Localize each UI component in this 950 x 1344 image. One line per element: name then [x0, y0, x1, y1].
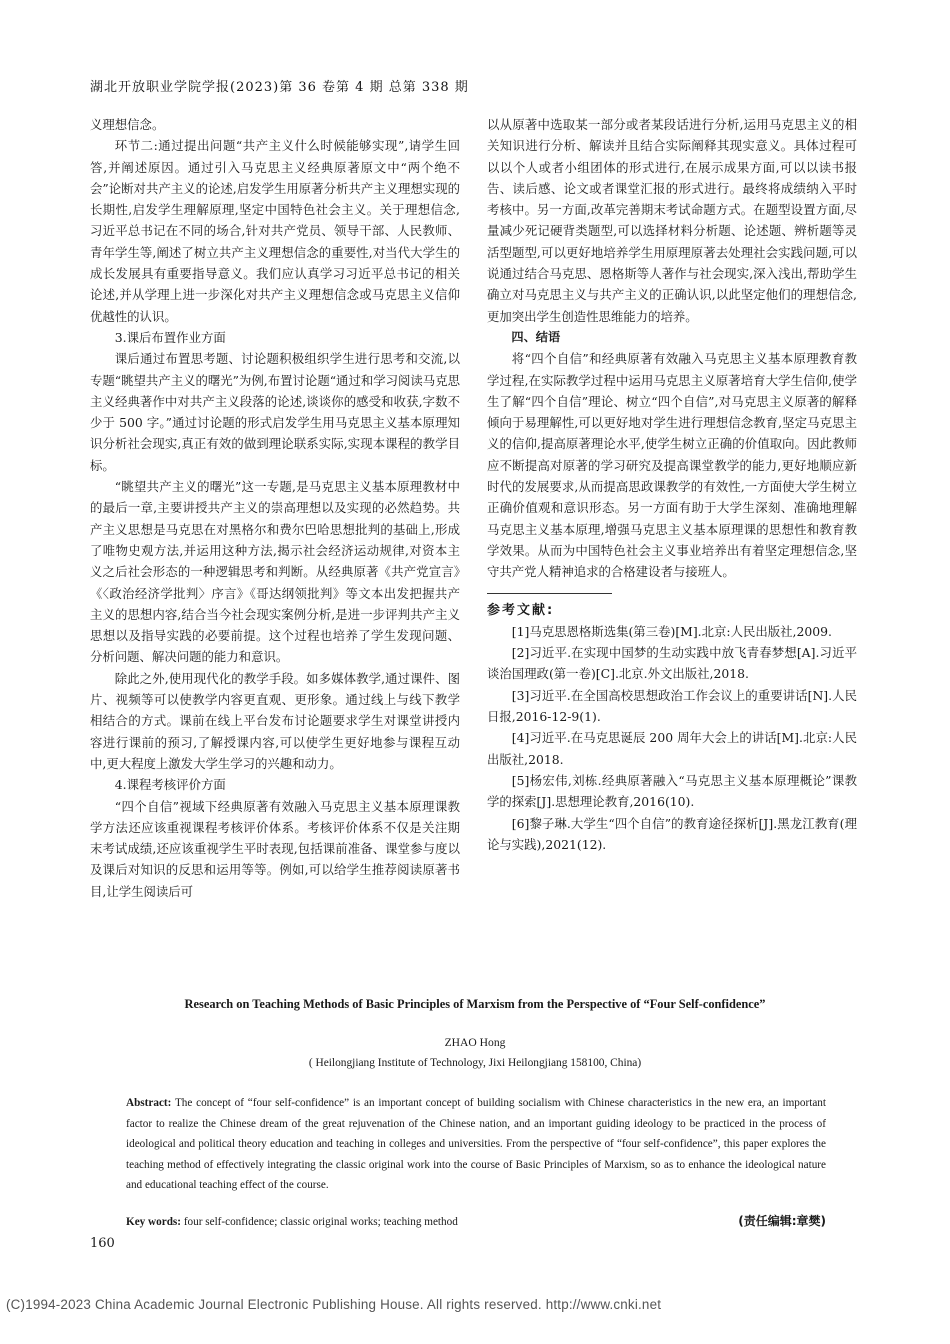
reference-item: [5]杨宏伟,刘栋.经典原著融入“马克思主义基本原理概论”课教学的探索[J].思想理论教育,2016(10).: [487, 772, 857, 810]
english-affiliation: ( Heilongjiang Institute of Technology, Jixi Heilongjiang 158100, China): [308, 1057, 642, 1069]
body-paragraph: 课后通过布置思考题、讨论题积极组织学生进行思考和交流,以专题“眺望共产主义的曙光”为例,布置讨论题“通过和学习阅读马克思主义经典著作中对共产主义段落的论述,谈谈你的感受和收获,字数不少于 500 字。”通过讨论题的形式启发学生用马克思主义基本原理知识分析社会现实,真正有效的做到理论联系实际,实现本课程的教学目标。: [90, 351, 460, 473]
reference-item: [4]习近平.在马克思诞辰 200 周年大会上的讲话[M].北京:人民出版社,2018.: [487, 730, 857, 767]
english-abstract: [126, 1093, 826, 1196]
left-column: [90, 114, 460, 902]
subsection-heading: 3.课后布置作业方面: [114, 329, 226, 345]
section-heading: 四、结语: [511, 329, 561, 344]
english-title: Research on Teaching Methods of Basic Principles of Marxism from the Perspective of “Four Self-confidence”: [184, 997, 766, 1011]
conclusion-paragraph: 将“四个自信”和经典原著有效融入马克思主义基本原理教育教学过程,在实际教学过程中运用马克思主义原著培育大学生信仰,使学生了解“四个自信”理论、树立“四个自信”,对马克思主义原著的解释倾向于易理解性,可以更好地对学生进行理想信念教育,坚定马克思主义的信仰,提高原著理论水平,使学生树立正确的价值取向。因此教师应不断提高对原著的学习研究及提高课堂教学的能力,更好地顺应新时代的发展要求,从而提高思政课教学的有效性,一方面使大学生树立正确价值观和意识形态。另一方面有助于大学生深刻、准确地理解马克思主义基本原理,增强马克思主义基本原理课的思想性和教育教学效果。从而为中国特色社会主义事业培养出有着坚定理想信念,坚守共产党人精神追求的合格建设者与接班人。: [487, 351, 857, 580]
reference-item: [1]马克思恩格斯选集(第三卷)[M].北京:人民出版社,2009.: [511, 623, 832, 639]
references-divider: [487, 593, 612, 594]
right-column: [487, 114, 857, 855]
abstract-colon: :: [167, 1097, 172, 1109]
body-paragraph: “四个自信”视域下经典原著有效融入马克思主义基本原理课教学方法还应该重视课程考核评价体系。考核评价体系不仅是关注期末考试成绩,还应该重视学生平时表现,包括课前准备、课堂参与度以及课后对知识的反思和运用等等。例如,可以给学生推荐阅读原著书目,让学生阅读后可: [90, 798, 460, 899]
editor-note: (责任编辑:章樊): [738, 1214, 826, 1228]
keywords-text: four self-confidence; classic original works; teaching method: [183, 1216, 458, 1228]
reference-item: [2]习近平.在实现中国梦的生动实践中放飞青春梦想[A].习近平谈治国理政(第一卷)[C].北京.外文出版社,2018.: [487, 645, 857, 682]
reference-item: [3]习近平.在全国高校思想政治工作会议上的重要讲话[N].人民日报,2016-12-9(1).: [487, 687, 857, 725]
subsection-heading: 4.课程考核评价方面: [114, 777, 226, 793]
keywords-colon: :: [177, 1216, 182, 1228]
copyright-footer: (C)1994-2023 China Academic Journal Electronic Publishing House. All rights reserved. http://www.cnki.net: [6, 1297, 662, 1312]
page-number: 160: [90, 1236, 115, 1251]
english-author: ZHAO Hong: [444, 1036, 506, 1049]
body-paragraph: 环节二:通过提出问题“共产主义什么时候能够实现”,请学生回答,并阐述原因。通过引入马克思主义经典原著原文中“两个绝不会”论断对共产主义的论述,启发学生用原著分析共产主义理想实现的长期性,启发学生理解原理,坚定中国特色社会主义。关于理想信念,习近平总书记在不同的场合,针对共产党员、领导干部、人民教师、青年学生等,阐述了树立共产主义理想信念的重要性,对当代大学生的成长发展具有重要指导意义。我们应认真学习习近平总书记的相关论述,并从学理上进一步深化对共产主义理想信念或马克思主义信仰优越性的认识。: [90, 138, 460, 324]
body-paragraph: 义理想信念。: [90, 117, 165, 132]
running-header: 湖北开放职业学院学报(2023)第 36 卷第 4 期 总第 338 期: [90, 80, 469, 95]
english-keywords: [126, 1212, 826, 1232]
body-paragraph: 除此之外,使用现代化的教学手段。如多媒体教学,通过课件、图片、视频等可以使教学内容更直观、更形象。通过线上与线下教学相结合的方式。课前在线上平台发布讨论题要求学生对课堂讲授内容进行课前的预习,了解授课内容,可以使学生更好地参与课程互动中,更大程度上激发大学生学习的兴趣和动力。: [90, 670, 460, 771]
body-paragraph: “眺望共产主义的曙光”这一专题,是马克思主义基本原理教材中的最后一章,主要讲授共产主义的崇高理想以及实现的必然趋势。共产主义思想是马克思在对黑格尔和费尔巴哈思想批判的基础上,形成了唯物史观方法,并运用这种方法,揭示社会经济运动规律,对资本主义之后社会形态的一种逻辑思考和判断。从经典原著《共产党宣言》《〈政治经济学批判〉序言》《哥达纲领批判》等文本出发把握共产主义的思想内容,结合当今社会现实案例分析,是进一步评判共产主义思想以及指导实践的必要前提。这个过程也培养了学生发现问题、分析问题、解决问题的能力和意识。: [90, 479, 460, 665]
body-paragraph: 以从原著中选取某一部分或者某段话进行分析,运用马克思主义的相关知识进行分析、解读并且结合实际阐释其现实意义。具体过程可以以个人或者小组团体的形式进行,在展示成果方面,可以以读书报告、读后感、论文或者课堂汇报的形式进行。最终将成绩纳入平时考核中。另一方面,改革完善期末考试命题方式。在题型设置方面,尽量减少死记硬背类题型,可以选择材料分析题、论述题、辨析题等灵活型题型,可以更好地培养学生用原理原著去处理社会实践问题,可以说通过结合马克思、恩格斯等人著作与社会现实,深入浅出,帮助学生确立对马克思主义与共产主义的正确认识,以此坚定他们的理想信念,更加突出学生创造性思维能力的培养。: [487, 117, 857, 324]
abstract-label: Abstract: [126, 1097, 168, 1109]
keywords-label: Key words: [126, 1216, 178, 1228]
references-title: 参考文献:: [487, 602, 555, 618]
reference-item: [6]黎子琳.大学生“四个自信”的教育途径探析[J].黑龙江教育(理论与实践),2021(12).: [487, 815, 857, 852]
abstract-text: The concept of “four self-confidence” is an important concept of building socialism with Chinese characteristics in the new era, an important factor to realize the Chinese dream of the great rejuvenation of the Chinese nation, and an important guiding ideology to be practiced in the process of ideological and political theory education and teaching in colleges and universities. From the perspective of “four self-confidence”, this paper explores the teaching method of effectively integrating the classic original work into the course of Basic Principles of Marxism, so as to enhance the ideological nature and educational teaching effect of the course.: [126, 1097, 826, 1192]
